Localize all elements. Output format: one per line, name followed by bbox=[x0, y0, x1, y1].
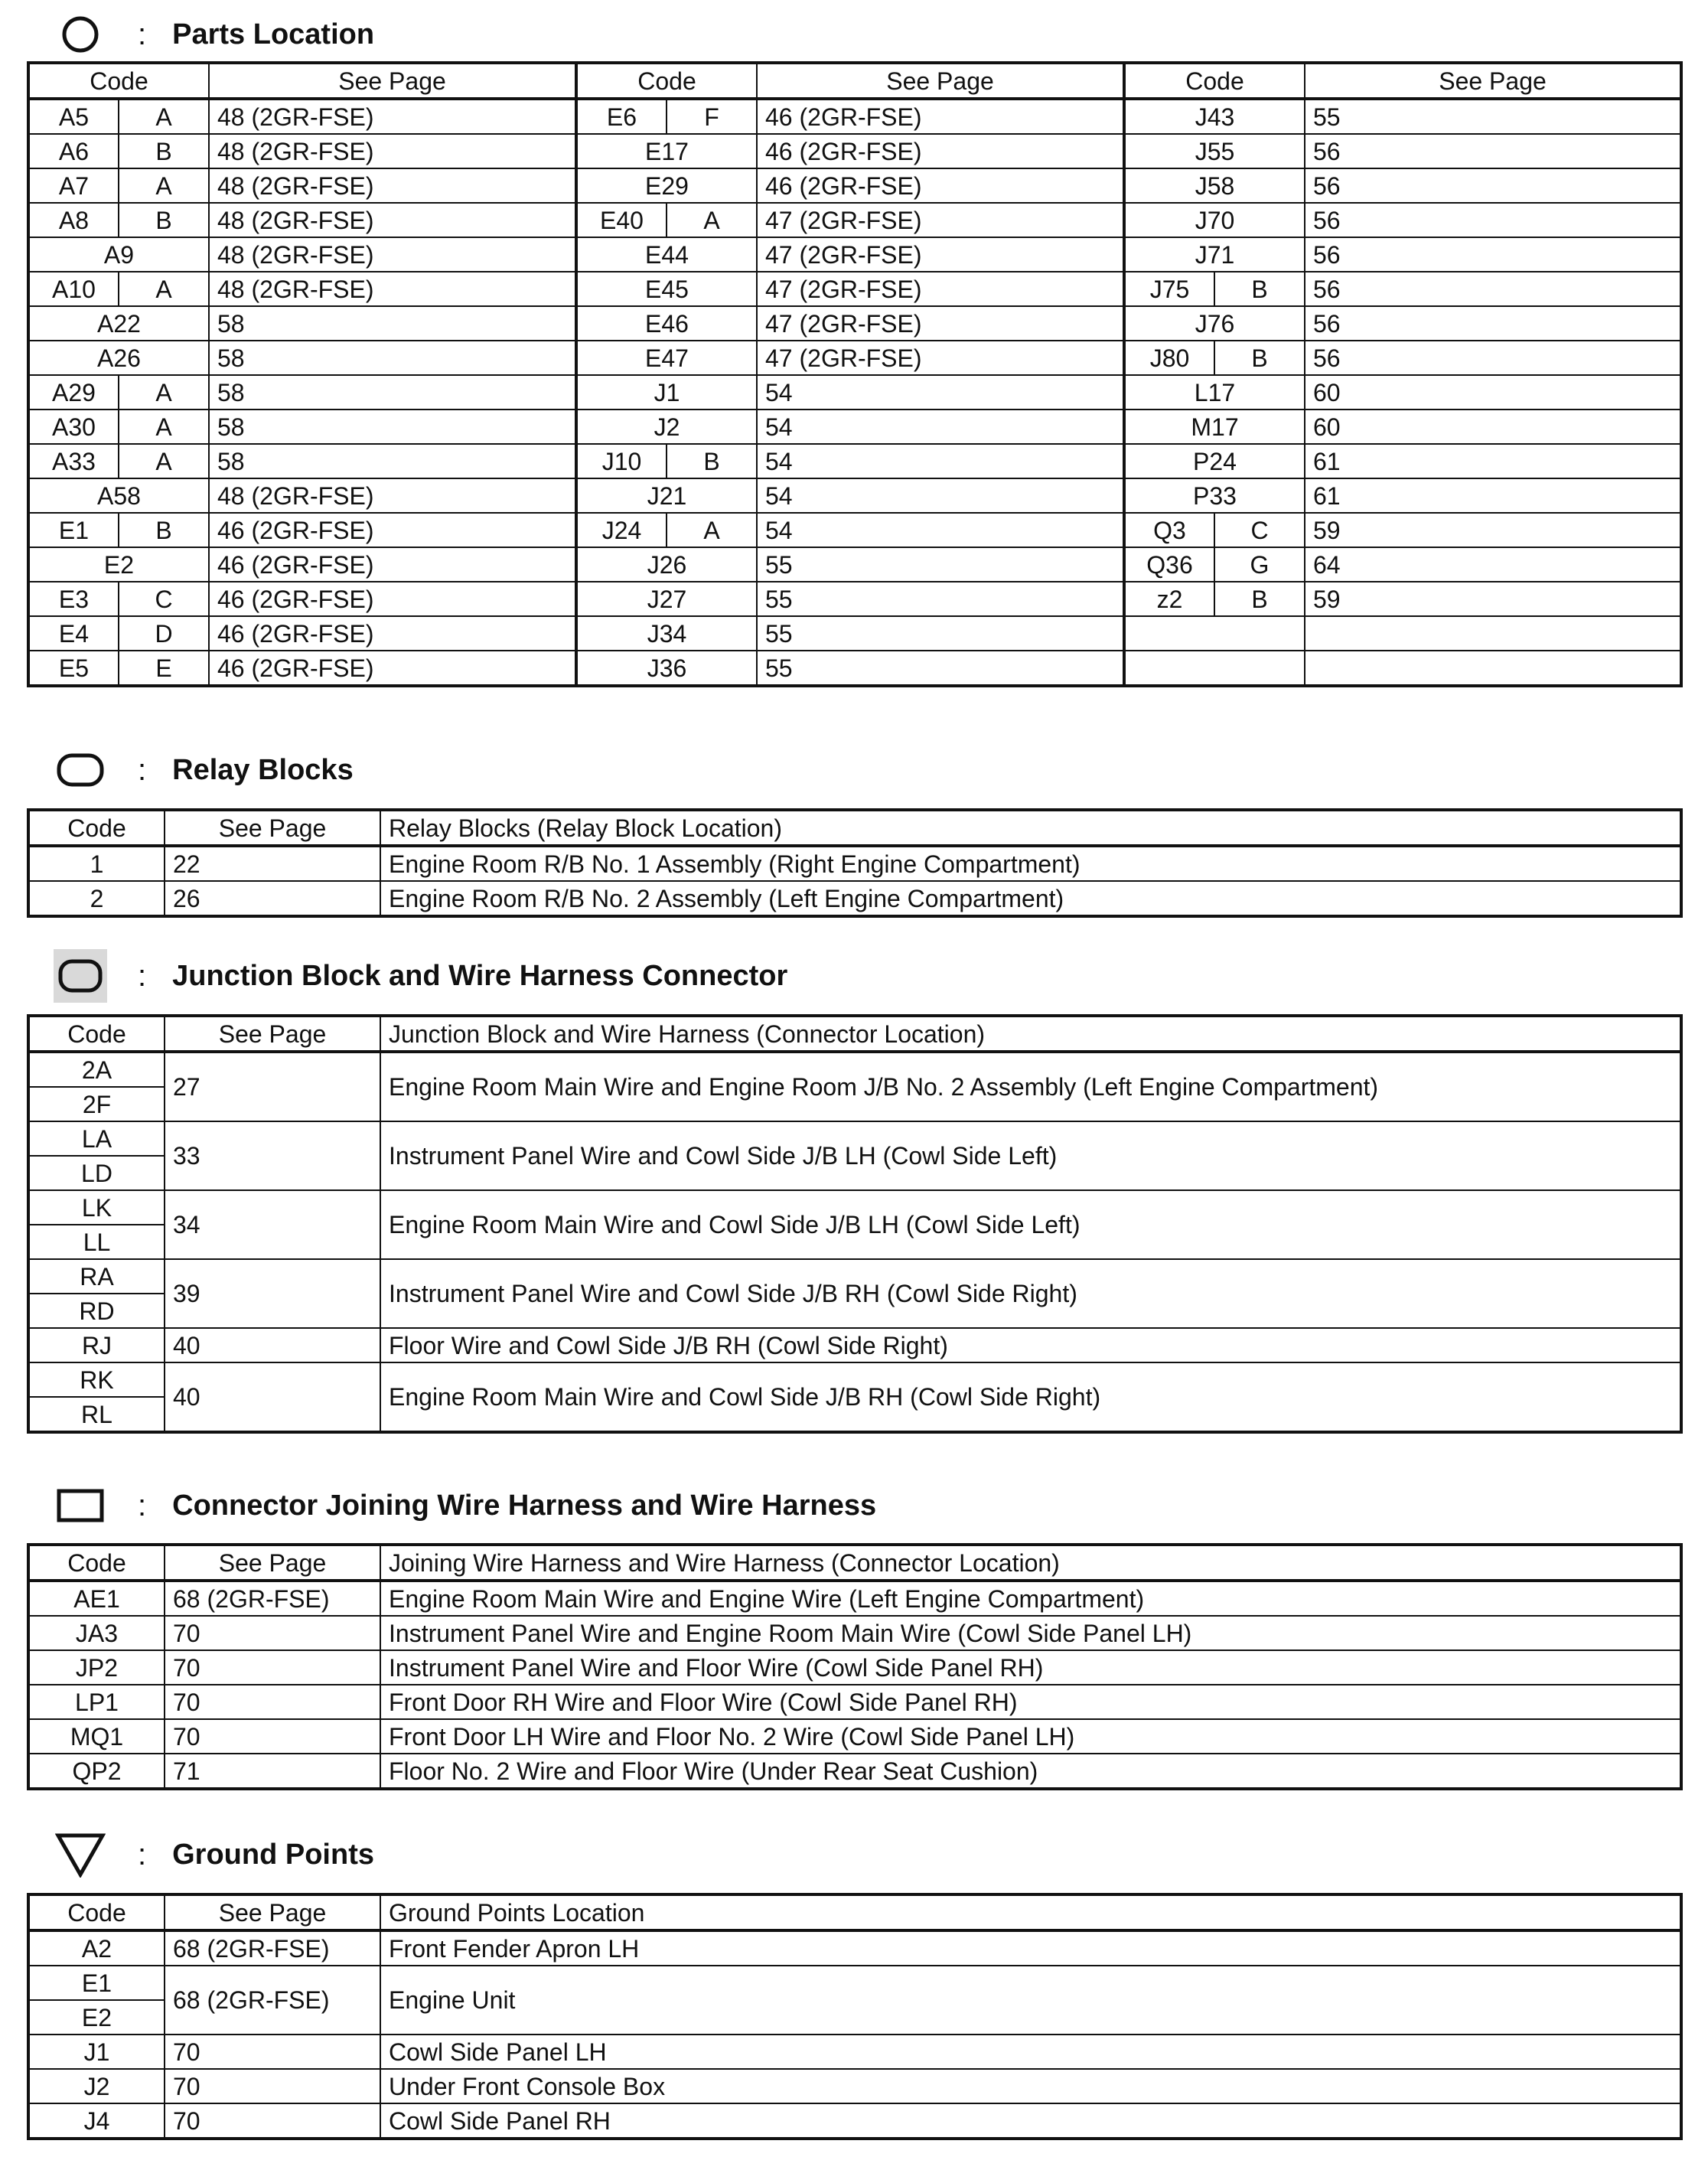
sub-code-cell: B bbox=[1214, 582, 1305, 616]
code-cell: LP1 bbox=[28, 1685, 165, 1719]
connector-joining-table bbox=[27, 1543, 1683, 1790]
see-page-cell: 46 (2GR-FSE) bbox=[757, 168, 1124, 203]
header-code: Code bbox=[28, 63, 209, 99]
table-header-row bbox=[28, 63, 1681, 99]
see-page-cell bbox=[1305, 616, 1681, 651]
section-title: Relay Blocks bbox=[172, 753, 354, 786]
code-cell: E17 bbox=[576, 134, 757, 168]
see-page-cell: 47 (2GR-FSE) bbox=[757, 306, 1124, 341]
code-cell: J4 bbox=[28, 2103, 165, 2139]
see-page-cell: 68 (2GR-FSE) bbox=[165, 1930, 380, 1966]
triangle-down-icon bbox=[54, 1828, 107, 1881]
header-see-page: See Page bbox=[1305, 63, 1681, 99]
header-description: Relay Blocks (Relay Block Location) bbox=[380, 810, 1681, 846]
code-cell: RK bbox=[28, 1362, 165, 1397]
see-page-cell: 70 bbox=[165, 1685, 380, 1719]
sub-code-cell: A bbox=[119, 272, 209, 306]
circle-icon bbox=[54, 8, 107, 61]
description-cell: Front Door LH Wire and Floor No. 2 Wire (Cowl Side Panel LH) bbox=[380, 1719, 1681, 1754]
see-page-cell: 70 bbox=[165, 1650, 380, 1685]
description-cell: Floor No. 2 Wire and Floor Wire (Under Rear Seat Cushion) bbox=[380, 1754, 1681, 1789]
connector-joining-heading bbox=[54, 1479, 876, 1532]
see-page-cell: 26 bbox=[165, 881, 380, 916]
code-cell: J55 bbox=[1124, 134, 1305, 168]
see-page-cell: 60 bbox=[1305, 375, 1681, 410]
sub-code-cell: C bbox=[1214, 513, 1305, 547]
code-cell: E1 bbox=[28, 513, 119, 547]
sub-code-cell: A bbox=[119, 444, 209, 478]
header-description: Joining Wire Harness and Wire Harness (Connector Location) bbox=[380, 1545, 1681, 1581]
see-page-cell: 56 bbox=[1305, 168, 1681, 203]
section-title: Ground Points bbox=[172, 1838, 374, 1871]
code-cell: JP2 bbox=[28, 1650, 165, 1685]
see-page-cell: 54 bbox=[757, 513, 1124, 547]
sub-code-cell: A bbox=[119, 410, 209, 444]
header-code: Code bbox=[28, 1016, 165, 1052]
section-title: Parts Location bbox=[172, 18, 375, 51]
table-row bbox=[28, 1328, 1681, 1362]
rounded-rectangle-icon bbox=[54, 743, 107, 797]
code-cell: A10 bbox=[28, 272, 119, 306]
table-row bbox=[28, 1121, 1681, 1156]
see-page-cell: 48 (2GR-FSE) bbox=[209, 272, 576, 306]
code-cell: E5 bbox=[28, 651, 119, 686]
see-page-cell: 47 (2GR-FSE) bbox=[757, 341, 1124, 375]
table-row bbox=[28, 1581, 1681, 1616]
ground-points-heading bbox=[54, 1828, 374, 1881]
table-row bbox=[28, 547, 1681, 582]
code-cell: L17 bbox=[1124, 375, 1305, 410]
code-cell: A8 bbox=[28, 203, 119, 237]
code-cell: P24 bbox=[1124, 444, 1305, 478]
see-page-cell: 55 bbox=[757, 582, 1124, 616]
heading-colon: : bbox=[138, 752, 147, 787]
code-cell: E4 bbox=[28, 616, 119, 651]
table-row bbox=[28, 1719, 1681, 1754]
table-row bbox=[28, 134, 1681, 168]
code-cell: A7 bbox=[28, 168, 119, 203]
header-see-page: See Page bbox=[209, 63, 576, 99]
description-cell: Engine Room R/B No. 1 Assembly (Right Engine Compartment) bbox=[380, 846, 1681, 881]
code-cell: RL bbox=[28, 1397, 165, 1432]
code-cell: A33 bbox=[28, 444, 119, 478]
code-cell: J80 bbox=[1124, 341, 1214, 375]
see-page-cell: 56 bbox=[1305, 134, 1681, 168]
header-see-page: See Page bbox=[165, 1894, 380, 1930]
table-row bbox=[28, 2069, 1681, 2103]
code-cell: J27 bbox=[576, 582, 757, 616]
see-page-cell: 68 (2GR-FSE) bbox=[165, 1581, 380, 1616]
see-page-cell: 40 bbox=[165, 1362, 380, 1432]
see-page-cell: 55 bbox=[757, 547, 1124, 582]
code-cell: A30 bbox=[28, 410, 119, 444]
sub-code-cell: B bbox=[1214, 341, 1305, 375]
table-row bbox=[28, 272, 1681, 306]
code-cell: RD bbox=[28, 1294, 165, 1328]
code-cell: AE1 bbox=[28, 1581, 165, 1616]
code-cell: E2 bbox=[28, 547, 209, 582]
code-cell: z2 bbox=[1124, 582, 1214, 616]
description-cell: Under Front Console Box bbox=[380, 2069, 1681, 2103]
code-cell: J58 bbox=[1124, 168, 1305, 203]
table-row bbox=[28, 237, 1681, 272]
code-cell: E3 bbox=[28, 582, 119, 616]
code-cell: J10 bbox=[576, 444, 667, 478]
code-cell: MQ1 bbox=[28, 1719, 165, 1754]
table-row bbox=[28, 846, 1681, 881]
sub-code-cell: A bbox=[119, 168, 209, 203]
heading-colon: : bbox=[138, 1488, 147, 1522]
see-page-cell: 22 bbox=[165, 846, 380, 881]
table-row bbox=[28, 203, 1681, 237]
code-cell: J2 bbox=[576, 410, 757, 444]
sub-code-cell: C bbox=[119, 582, 209, 616]
code-cell: A58 bbox=[28, 478, 209, 513]
relay-blocks-table bbox=[27, 808, 1683, 918]
see-page-cell: 48 (2GR-FSE) bbox=[209, 203, 576, 237]
table-row bbox=[28, 513, 1681, 547]
code-cell: A26 bbox=[28, 341, 209, 375]
description-cell: Engine Room Main Wire and Cowl Side J/B RH (Cowl Side Right) bbox=[380, 1362, 1681, 1432]
table-header-row bbox=[28, 1016, 1681, 1052]
code-cell: J1 bbox=[576, 375, 757, 410]
table-row bbox=[28, 410, 1681, 444]
see-page-cell: 33 bbox=[165, 1121, 380, 1190]
see-page-cell: 47 (2GR-FSE) bbox=[757, 237, 1124, 272]
see-page-cell: 61 bbox=[1305, 444, 1681, 478]
sub-code-cell: B bbox=[119, 513, 209, 547]
see-page-cell: 68 (2GR-FSE) bbox=[165, 1966, 380, 2035]
code-cell: J36 bbox=[576, 651, 757, 686]
relay-blocks-heading bbox=[54, 743, 354, 797]
junction-block-table bbox=[27, 1014, 1683, 1434]
see-page-cell: 46 (2GR-FSE) bbox=[209, 547, 576, 582]
table-row bbox=[28, 306, 1681, 341]
heading-colon: : bbox=[138, 1837, 147, 1871]
table-row bbox=[28, 99, 1681, 134]
description-cell: Instrument Panel Wire and Cowl Side J/B LH (Cowl Side Left) bbox=[380, 1121, 1681, 1190]
sub-code-cell: G bbox=[1214, 547, 1305, 582]
sub-code-cell: B bbox=[119, 203, 209, 237]
description-cell: Instrument Panel Wire and Cowl Side J/B RH (Cowl Side Right) bbox=[380, 1259, 1681, 1328]
code-cell: E40 bbox=[576, 203, 667, 237]
sub-code-cell: B bbox=[667, 444, 757, 478]
see-page-cell: 70 bbox=[165, 1616, 380, 1650]
code-cell: E6 bbox=[576, 99, 667, 134]
table-header-row bbox=[28, 810, 1681, 846]
sub-code-cell: B bbox=[1214, 272, 1305, 306]
code-cell: Q36 bbox=[1124, 547, 1214, 582]
code-cell: E44 bbox=[576, 237, 757, 272]
description-cell: Engine Room Main Wire and Cowl Side J/B LH (Cowl Side Left) bbox=[380, 1190, 1681, 1259]
code-cell: 2F bbox=[28, 1087, 165, 1121]
sub-code-cell: A bbox=[119, 375, 209, 410]
see-page-cell: 48 (2GR-FSE) bbox=[209, 237, 576, 272]
see-page-cell: 46 (2GR-FSE) bbox=[209, 582, 576, 616]
table-row bbox=[28, 2035, 1681, 2069]
see-page-cell: 54 bbox=[757, 444, 1124, 478]
table-row bbox=[28, 168, 1681, 203]
header-code: Code bbox=[28, 1545, 165, 1581]
see-page-cell: 47 (2GR-FSE) bbox=[757, 203, 1124, 237]
header-see-page: See Page bbox=[165, 1016, 380, 1052]
see-page-cell: 34 bbox=[165, 1190, 380, 1259]
table-row bbox=[28, 1259, 1681, 1294]
header-see-page: See Page bbox=[757, 63, 1124, 99]
see-page-cell: 56 bbox=[1305, 306, 1681, 341]
see-page-cell: 70 bbox=[165, 2069, 380, 2103]
see-page-cell: 61 bbox=[1305, 478, 1681, 513]
see-page-cell: 46 (2GR-FSE) bbox=[209, 513, 576, 547]
see-page-cell: 55 bbox=[757, 616, 1124, 651]
see-page-cell: 39 bbox=[165, 1259, 380, 1328]
see-page-cell: 48 (2GR-FSE) bbox=[209, 168, 576, 203]
description-cell: Front Door RH Wire and Floor Wire (Cowl Side Panel RH) bbox=[380, 1685, 1681, 1719]
code-cell: J1 bbox=[28, 2035, 165, 2069]
see-page-cell: 27 bbox=[165, 1052, 380, 1121]
table-row bbox=[28, 881, 1681, 916]
description-cell: Cowl Side Panel LH bbox=[380, 2035, 1681, 2069]
code-cell: J2 bbox=[28, 2069, 165, 2103]
junction-block-heading bbox=[54, 949, 787, 1003]
code-cell: A2 bbox=[28, 1930, 165, 1966]
see-page-cell: 54 bbox=[757, 478, 1124, 513]
code-cell: J26 bbox=[576, 547, 757, 582]
description-cell: Engine Room R/B No. 2 Assembly (Left Engine Compartment) bbox=[380, 881, 1681, 916]
see-page-cell: 56 bbox=[1305, 341, 1681, 375]
sub-code-cell: A bbox=[119, 99, 209, 134]
code-cell: E1 bbox=[28, 1966, 165, 2000]
code-cell: A6 bbox=[28, 134, 119, 168]
section-title: Connector Joining Wire Harness and Wire Harness bbox=[172, 1489, 877, 1522]
code-cell: QP2 bbox=[28, 1754, 165, 1789]
table-row bbox=[28, 1685, 1681, 1719]
code-cell bbox=[1124, 616, 1305, 651]
see-page-cell: 59 bbox=[1305, 582, 1681, 616]
code-cell: M17 bbox=[1124, 410, 1305, 444]
code-cell: A22 bbox=[28, 306, 209, 341]
code-cell: E46 bbox=[576, 306, 757, 341]
heading-colon: : bbox=[138, 958, 147, 993]
code-cell: A29 bbox=[28, 375, 119, 410]
table-row bbox=[28, 1616, 1681, 1650]
heading-colon: : bbox=[138, 17, 147, 51]
code-cell: E2 bbox=[28, 2000, 165, 2035]
see-page-cell: 47 (2GR-FSE) bbox=[757, 272, 1124, 306]
sub-code-cell: B bbox=[119, 134, 209, 168]
see-page-cell: 56 bbox=[1305, 237, 1681, 272]
table-row bbox=[28, 1052, 1681, 1087]
header-description: Ground Points Location bbox=[380, 1894, 1681, 1930]
see-page-cell: 70 bbox=[165, 1719, 380, 1754]
see-page-cell: 46 (2GR-FSE) bbox=[757, 134, 1124, 168]
see-page-cell: 46 (2GR-FSE) bbox=[757, 99, 1124, 134]
header-description: Junction Block and Wire Harness (Connector Location) bbox=[380, 1016, 1681, 1052]
see-page-cell: 46 (2GR-FSE) bbox=[209, 616, 576, 651]
table-row bbox=[28, 444, 1681, 478]
code-cell: Q3 bbox=[1124, 513, 1214, 547]
see-page-cell: 58 bbox=[209, 410, 576, 444]
header-code: Code bbox=[28, 810, 165, 846]
code-cell: J75 bbox=[1124, 272, 1214, 306]
see-page-cell: 58 bbox=[209, 444, 576, 478]
table-row bbox=[28, 651, 1681, 686]
description-cell: Instrument Panel Wire and Engine Room Main Wire (Cowl Side Panel LH) bbox=[380, 1616, 1681, 1650]
code-cell: A9 bbox=[28, 237, 209, 272]
table-row bbox=[28, 478, 1681, 513]
sub-code-cell: D bbox=[119, 616, 209, 651]
header-code: Code bbox=[576, 63, 757, 99]
table-row bbox=[28, 1966, 1681, 2000]
table-row bbox=[28, 1754, 1681, 1789]
code-cell: LL bbox=[28, 1225, 165, 1259]
table-row bbox=[28, 1930, 1681, 1966]
see-page-cell: 48 (2GR-FSE) bbox=[209, 99, 576, 134]
table-row bbox=[28, 1650, 1681, 1685]
table-header-row bbox=[28, 1894, 1681, 1930]
code-cell: RJ bbox=[28, 1328, 165, 1362]
code-cell: P33 bbox=[1124, 478, 1305, 513]
see-page-cell: 46 (2GR-FSE) bbox=[209, 651, 576, 686]
code-cell: E47 bbox=[576, 341, 757, 375]
code-cell: LD bbox=[28, 1156, 165, 1190]
header-see-page: See Page bbox=[165, 810, 380, 846]
description-cell: Engine Room Main Wire and Engine Room J/B No. 2 Assembly (Left Engine Compartment) bbox=[380, 1052, 1681, 1121]
table-row bbox=[28, 2103, 1681, 2139]
header-see-page: See Page bbox=[165, 1545, 380, 1581]
see-page-cell: 54 bbox=[757, 375, 1124, 410]
description-cell: Cowl Side Panel RH bbox=[380, 2103, 1681, 2139]
code-cell: JA3 bbox=[28, 1616, 165, 1650]
description-cell: Engine Room Main Wire and Engine Wire (Left Engine Compartment) bbox=[380, 1581, 1681, 1616]
section-title: Junction Block and Wire Harness Connector bbox=[172, 959, 788, 992]
see-page-cell: 55 bbox=[1305, 99, 1681, 134]
code-cell: 2A bbox=[28, 1052, 165, 1087]
code-cell: J34 bbox=[576, 616, 757, 651]
parts-location-heading bbox=[54, 8, 374, 61]
table-row bbox=[28, 1362, 1681, 1397]
code-cell: J43 bbox=[1124, 99, 1305, 134]
code-cell: 2 bbox=[28, 881, 165, 916]
table-row bbox=[28, 1190, 1681, 1225]
parts-location-table bbox=[27, 61, 1683, 687]
code-cell: J21 bbox=[576, 478, 757, 513]
see-page-cell: 71 bbox=[165, 1754, 380, 1789]
code-cell: E29 bbox=[576, 168, 757, 203]
code-cell: A5 bbox=[28, 99, 119, 134]
code-cell: J70 bbox=[1124, 203, 1305, 237]
see-page-cell: 70 bbox=[165, 2103, 380, 2139]
sub-code-cell: F bbox=[667, 99, 757, 134]
sub-code-cell: A bbox=[667, 203, 757, 237]
see-page-cell: 58 bbox=[209, 306, 576, 341]
code-cell: LK bbox=[28, 1190, 165, 1225]
table-row bbox=[28, 341, 1681, 375]
see-page-cell bbox=[1305, 651, 1681, 686]
see-page-cell: 70 bbox=[165, 2035, 380, 2069]
code-cell: LA bbox=[28, 1121, 165, 1156]
see-page-cell: 48 (2GR-FSE) bbox=[209, 478, 576, 513]
see-page-cell: 59 bbox=[1305, 513, 1681, 547]
code-cell bbox=[1124, 651, 1305, 686]
see-page-cell: 64 bbox=[1305, 547, 1681, 582]
see-page-cell: 58 bbox=[209, 341, 576, 375]
ground-points-table bbox=[27, 1893, 1683, 2140]
description-cell: Floor Wire and Cowl Side J/B RH (Cowl Side Right) bbox=[380, 1328, 1681, 1362]
code-cell: E45 bbox=[576, 272, 757, 306]
code-cell: J76 bbox=[1124, 306, 1305, 341]
sub-code-cell: A bbox=[667, 513, 757, 547]
code-cell: 1 bbox=[28, 846, 165, 881]
see-page-cell: 56 bbox=[1305, 203, 1681, 237]
description-cell: Front Fender Apron LH bbox=[380, 1930, 1681, 1966]
rectangle-icon bbox=[54, 1479, 107, 1532]
code-cell: J71 bbox=[1124, 237, 1305, 272]
description-cell: Engine Unit bbox=[380, 1966, 1681, 2035]
see-page-cell: 40 bbox=[165, 1328, 380, 1362]
table-header-row bbox=[28, 1545, 1681, 1581]
header-code: Code bbox=[1124, 63, 1305, 99]
see-page-cell: 56 bbox=[1305, 272, 1681, 306]
table-row bbox=[28, 616, 1681, 651]
see-page-cell: 54 bbox=[757, 410, 1124, 444]
see-page-cell: 60 bbox=[1305, 410, 1681, 444]
table-row bbox=[28, 375, 1681, 410]
table-row bbox=[28, 582, 1681, 616]
see-page-cell: 48 (2GR-FSE) bbox=[209, 134, 576, 168]
shaded-rounded-rectangle-icon bbox=[54, 949, 107, 1003]
description-cell: Instrument Panel Wire and Floor Wire (Cowl Side Panel RH) bbox=[380, 1650, 1681, 1685]
see-page-cell: 58 bbox=[209, 375, 576, 410]
sub-code-cell: E bbox=[119, 651, 209, 686]
code-cell: RA bbox=[28, 1259, 165, 1294]
see-page-cell: 55 bbox=[757, 651, 1124, 686]
header-code: Code bbox=[28, 1894, 165, 1930]
code-cell: J24 bbox=[576, 513, 667, 547]
